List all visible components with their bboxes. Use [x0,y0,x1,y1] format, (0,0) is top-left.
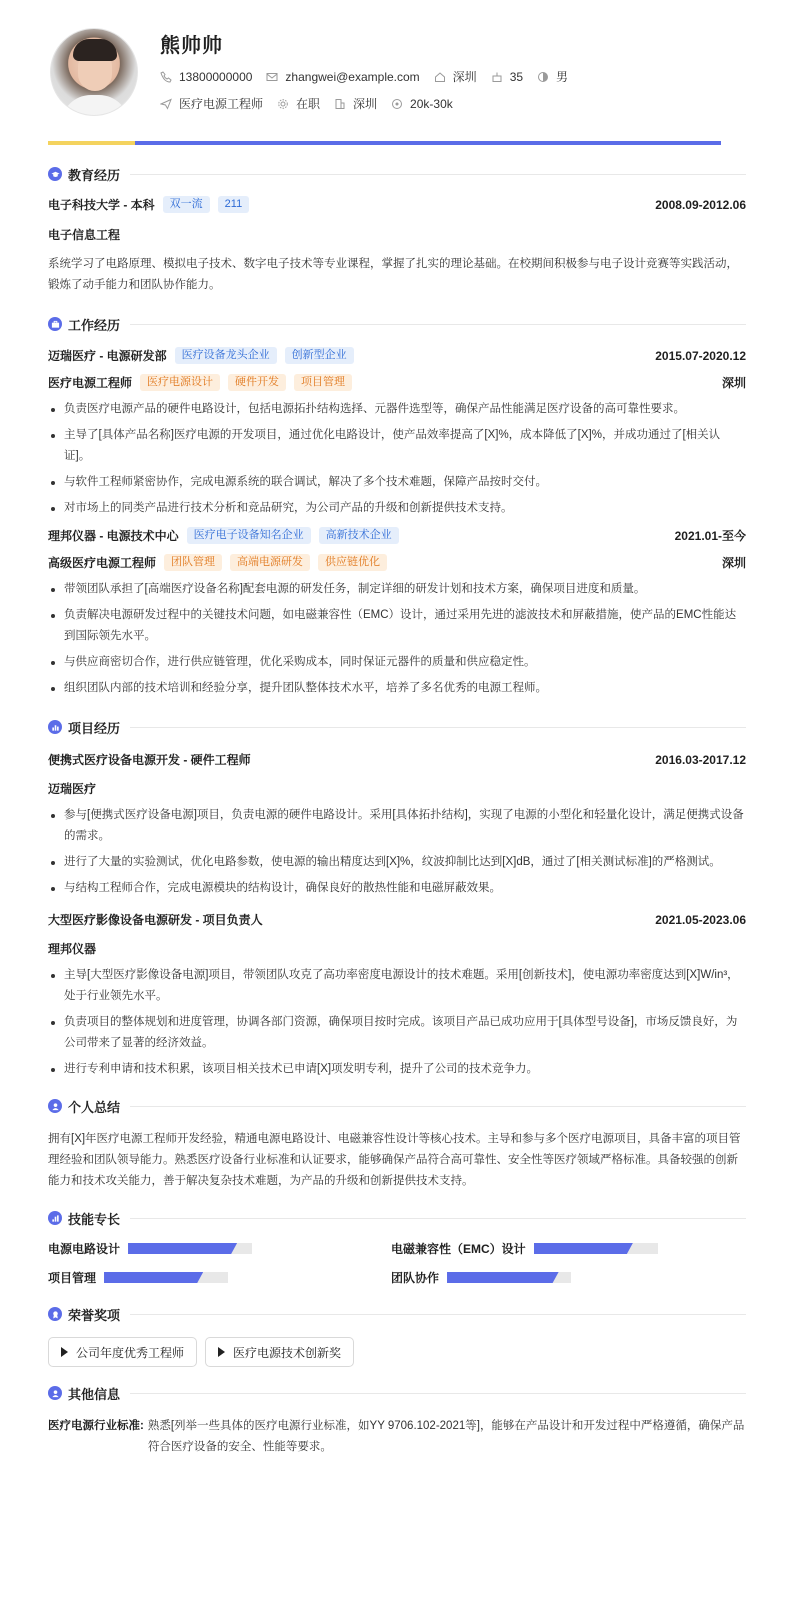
work-entry [48,347,746,519]
age-item [491,70,523,84]
school-tag: 211 [218,196,250,213]
company-tag: 医疗电子设备知名企业 [187,527,311,544]
company-name: 理邦仪器 - 电源技术中心 [48,529,179,543]
awards-section [48,1302,746,1367]
skill-bar [128,1243,252,1254]
salary-item [391,97,453,111]
company-tag: 医疗设备龙头企业 [175,347,277,364]
list-item: 负责医疗电源产品的硬件电路设计，包括电源拓扑结构选择、元器件选型等，确保产品性能满足医疗设备的高可靠性要求。 [48,399,746,420]
work-entry [48,527,746,699]
school-name: 电子科技大学 - 本科 [48,198,155,212]
list-item: 组织团队内部的技术培训和经验分享，提升团队整体技术水平，培养了多名优秀的电源工程师。 [48,678,746,699]
contact-row [160,68,582,85]
location-item [434,68,477,85]
project-bullets [48,805,746,899]
work-bullets [48,399,746,519]
award-list [48,1337,746,1367]
list-item: 与供应商密切合作，进行供应链管理，优化采购成本，同时保证元器件的质量和供应稳定性。 [48,652,746,673]
project-title: 便携式医疗设备电源开发 - 硬件工程师 [48,753,251,767]
other-info-key: 医疗电源行业标准: [48,1420,144,1432]
section-title-summary: 个人总结 [48,1094,746,1118]
email-item [266,70,419,84]
school-tag: 双一流 [163,196,210,213]
target-city-item [334,95,377,112]
section-title-work: 工作经历 [48,312,746,336]
skill-bar-fill [447,1272,559,1283]
target-job-item [160,95,263,112]
phone-icon [160,71,172,83]
education-header [48,196,746,213]
award-item [205,1337,354,1367]
project-section [48,715,746,1080]
building-icon [334,98,346,110]
list-item: 与软件工程师紧密协作，完成电源系统的联合调试，解决了多个技术难题，保障产品按时交付。 [48,472,746,493]
role-tag: 高端电源研发 [230,554,310,571]
section-title-project: 项目经历 [48,715,746,739]
info-icon [48,1386,62,1400]
work-date: 2015.07-2020.12 [655,348,746,363]
skill-bar-fill [128,1243,237,1254]
briefcase-icon [48,317,62,331]
job-role: 医疗电源工程师 [48,376,133,390]
phone-text: 13800000000 [179,69,253,84]
other-section [48,1381,746,1458]
skill-bar-fill [534,1243,633,1254]
cake-icon [491,71,503,83]
role-tag: 医疗电源设计 [140,374,220,391]
project-company: 理邦仪器 [48,942,97,956]
skill-list [48,1240,746,1286]
email-text: zhangwei@example.com [285,69,420,84]
award-name: 公司年度优秀工程师 [76,1345,185,1360]
play-icon [218,1347,225,1357]
list-item: 参与[便携式医疗设备电源]项目，负责电源的硬件电路设计。采用[具体拓扑结构]，实现了电源的小型化和轻量化设计，满足便携式设备的需求。 [48,805,746,847]
coin-icon [391,98,403,110]
summary-text: 拥有[X]年医疗电源工程师开发经验，精通电源电路设计、电磁兼容性设计等核心技术。主导和参与多个医疗电源项目，具备丰富的项目管理经验和团队领导能力。熟悉医疗设备行业标准和认证要求，能够确保产品符合高可靠性、安全性等医疗领域严格标准。具备较强的创新能力和技术攻关能力，善于解决复杂技术难题，为产品的升级和创新提供技术支持。 [48,1133,741,1187]
role-tag: 项目管理 [294,374,352,391]
education-section [48,162,746,296]
skill-bar-fill [104,1272,203,1283]
major: 电子信息工程 [48,228,121,242]
skill-name: 电磁兼容性（EMC）设计 [391,1242,526,1256]
skill-bar [534,1243,658,1254]
other-info-value: 熟悉[列举一些具体的医疗电源行业标准，如YY 9706.102-2021等]，能够在产品设计和开发过程中严格遵循，确保产品符合医疗设备的安全、性能等要求。 [147,1420,745,1453]
skill-item [391,1269,721,1286]
work-city: 深圳 [721,376,746,390]
project-entry [48,751,746,899]
chart-icon [48,720,62,734]
company-tag: 创新型企业 [285,347,354,364]
gear-icon [277,98,289,110]
project-title: 大型医疗影像设备电源研发 - 项目负责人 [48,913,263,927]
education-date: 2008.09-2012.06 [655,197,746,212]
work-city: 深圳 [721,556,746,570]
work-section [48,312,746,699]
role-tag: 硬件开发 [228,374,286,391]
send-icon [160,98,172,110]
project-date: 2021.05-2023.06 [655,912,746,927]
skill-name: 电源电路设计 [48,1242,121,1256]
section-title-other: 其他信息 [48,1381,746,1405]
list-item: 进行专利申请和技术积累，该项目相关技术已申请[X]项发明专利，提升了公司的技术竞争力。 [48,1059,746,1080]
gender-item [537,68,568,85]
list-item: 负责解决电源研发过程中的关键技术问题，如电磁兼容性（EMC）设计，通过采用先进的滤波技术和屏蔽措施，使产品的EMC性能达到国际领先水平。 [48,605,746,647]
section-title-awards: 荣誉奖项 [48,1302,746,1326]
skills-section [48,1206,746,1286]
avatar [50,28,138,116]
list-item: 主导[大型医疗影像设备电源]项目，带领团队攻克了高功率密度电源设计的技术难题。采用[创新技术]，使电源功率密度达到[X]W/in³，处于行业领先水平。 [48,965,746,1007]
award-item [48,1337,197,1367]
other-info-item [48,1416,746,1458]
project-entry [48,911,746,1080]
role-tag: 供应链优化 [318,554,387,571]
medal-icon [48,1307,62,1321]
header-accent-bar [48,141,721,145]
section-title-skills: 技能专长 [48,1206,746,1230]
user-icon [48,1099,62,1113]
target-city-text: 深圳 [353,97,378,111]
company-tag: 高新技术企业 [319,527,399,544]
skill-item [48,1269,391,1286]
salary-text: 20k-30k [410,96,453,111]
list-item: 对市场上的同类产品进行技术分析和竞品研究，为公司产品的升级和创新提供技术支持。 [48,498,746,519]
list-item: 负责项目的整体规划和进度管理，协调各部门资源，确保项目按时完成。该项目产品已成功应用于[具体型号设备]，市场反馈良好，为公司带来了显著的经济效益。 [48,1012,746,1054]
candidate-name: 熊帅帅 [160,35,223,57]
education-description: 系统学习了电路原理、模拟电子技术、数字电子技术等专业课程，掌握了扎实的理论基础。在校期间积极参与电子设计竞赛等实践活动，锻炼了动手能力和团队协作能力。 [48,258,738,291]
home-icon [434,71,446,83]
section-title-education: 教育经历 [48,162,746,186]
skill-item [48,1240,391,1257]
skill-name: 团队协作 [391,1271,440,1285]
skill-bar [104,1272,228,1283]
play-icon [61,1347,68,1357]
role-tag: 团队管理 [164,554,222,571]
phone-item [160,70,252,84]
gender-text: 男 [556,70,569,84]
list-item: 进行了大量的实验测试，优化电路参数，使电源的输出精度达到[X]%，纹波抑制比达到[X]dB，通过了[相关测试标准]的严格测试。 [48,852,746,873]
summary-section [48,1094,746,1192]
award-name: 医疗电源技术创新奖 [233,1345,342,1360]
email-icon [266,71,278,83]
gender-icon [537,71,549,83]
company-name: 迈瑞医疗 - 电源研发部 [48,349,167,363]
list-item: 主导了[具体产品名称]医疗电源的开发项目，通过优化电路设计，使产品效率提高了[X]%，成本降低了[X]%，并成功通过了[相关认证]。 [48,425,746,467]
job-intent-row [160,95,467,112]
resume-header [48,0,746,148]
project-company: 迈瑞医疗 [48,782,97,796]
age-text: 35 [509,69,524,84]
location-text: 深圳 [452,70,477,84]
graduation-cap-icon [48,167,62,181]
skill-bar [447,1272,571,1283]
status-text: 在职 [296,97,321,111]
work-date: 2021.01-至今 [674,529,746,543]
project-bullets [48,965,746,1080]
list-item: 带领团队承担了[高端医疗设备名称]配套电源的研发任务，制定详细的研发计划和技术方案，确保项目进度和质量。 [48,579,746,600]
target-job-text: 医疗电源工程师 [179,97,264,111]
skill-item [391,1240,721,1257]
work-bullets [48,579,746,699]
status-item [277,95,320,112]
bar-chart-icon [48,1211,62,1225]
list-item: 与结构工程师合作，完成电源模块的结构设计，确保良好的散热性能和电磁屏蔽效果。 [48,878,746,899]
job-role: 高级医疗电源工程师 [48,556,157,570]
skill-name: 项目管理 [48,1271,97,1285]
project-date: 2016.03-2017.12 [655,752,746,767]
